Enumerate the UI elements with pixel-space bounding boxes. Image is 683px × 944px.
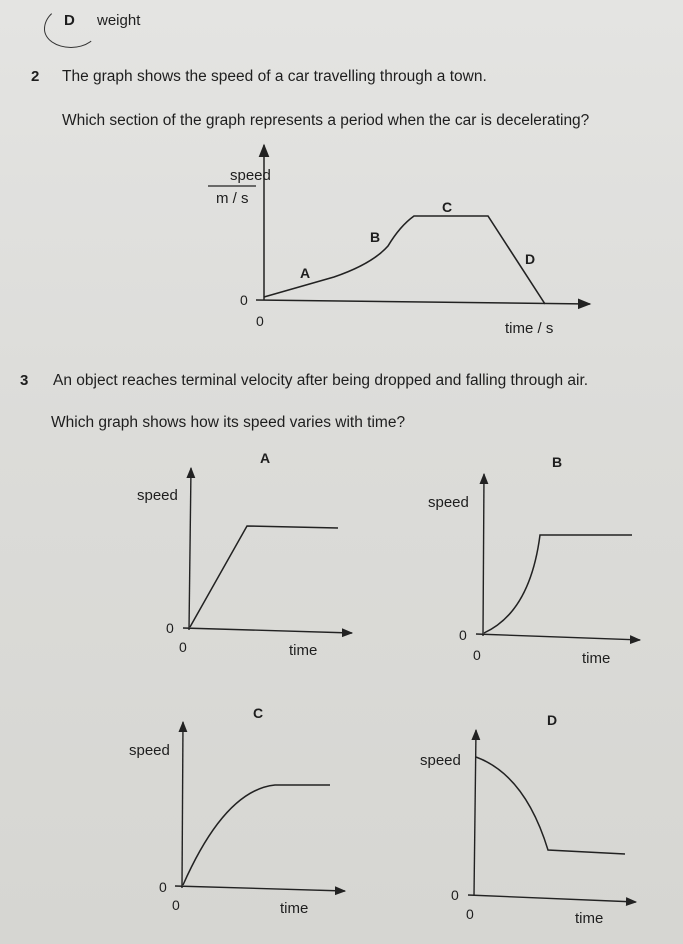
q2-section-c: C [442,199,453,215]
graph-d-xlabel: time [575,910,604,927]
graph-b-origin-x: 0 [473,647,481,663]
graph-b-curve [484,535,632,633]
graph-a-ylabel: speed [137,487,178,504]
graph-c-letter: C [253,705,264,721]
graph-d-curve [476,757,625,854]
question-3-line1: An object reaches terminal velocity after being dropped and falling through air. [53,372,589,389]
graph-a-curve [190,526,338,627]
graph-a-origin-y: 0 [166,620,174,636]
graph-d-x-axis [468,895,636,902]
graph-c-ylabel: speed [129,742,170,759]
option-d-letter: D [64,12,75,29]
graph-a-letter: A [260,450,271,466]
graph-b-x-axis [476,634,640,640]
graph-d-origin-x: 0 [466,906,474,922]
graph-b-xlabel: time [582,650,611,667]
graph-a-origin-x: 0 [179,639,187,655]
question-3-line2: Which graph shows how its speed varies with time? [51,414,406,431]
q2-ylabel-bottom: m / s [216,190,249,207]
q2-section-a: A [300,265,311,281]
graph-c-curve [183,785,330,885]
graph-d-letter: D [547,712,558,728]
graph-b-ylabel: speed [428,494,469,511]
graph-option-b[interactable] [428,454,640,667]
graph-a-y-axis [189,468,191,630]
question-2-line2: Which section of the graph represents a period when the car is decelerating? [62,112,590,129]
graph-b-letter: B [552,454,563,470]
graph-c-origin-x: 0 [172,897,180,913]
option-d-text: weight [97,12,141,29]
q2-xlabel: time / s [505,320,554,337]
graph-a-xlabel: time [289,642,318,659]
graph-d-y-axis [474,730,476,896]
graph-option-c[interactable] [129,705,345,917]
question-2-line1: The graph shows the speed of a car travelling through a town. [62,68,487,85]
question-3-number: 3 [20,372,29,389]
graph-c-xlabel: time [280,900,309,917]
q2-origin-x-label: 0 [256,313,264,329]
graph-b-y-axis [483,474,484,636]
question-2-number: 2 [31,68,40,85]
graph-b-origin-y: 0 [459,627,467,643]
q2-origin-y-label: 0 [240,292,248,308]
graph-c-x-axis [175,886,345,891]
graph-option-d[interactable] [420,712,636,927]
q2-section-d: D [525,251,536,267]
q2-section-b: B [370,229,381,245]
graph-a-x-axis [183,628,352,633]
graph-c-origin-y: 0 [159,879,167,895]
graph-d-origin-y: 0 [451,887,459,903]
graph-c-y-axis [182,722,183,888]
graph-option-a[interactable] [137,450,352,659]
q2-ylabel-top: speed [230,167,271,184]
graph-d-ylabel: speed [420,752,461,769]
